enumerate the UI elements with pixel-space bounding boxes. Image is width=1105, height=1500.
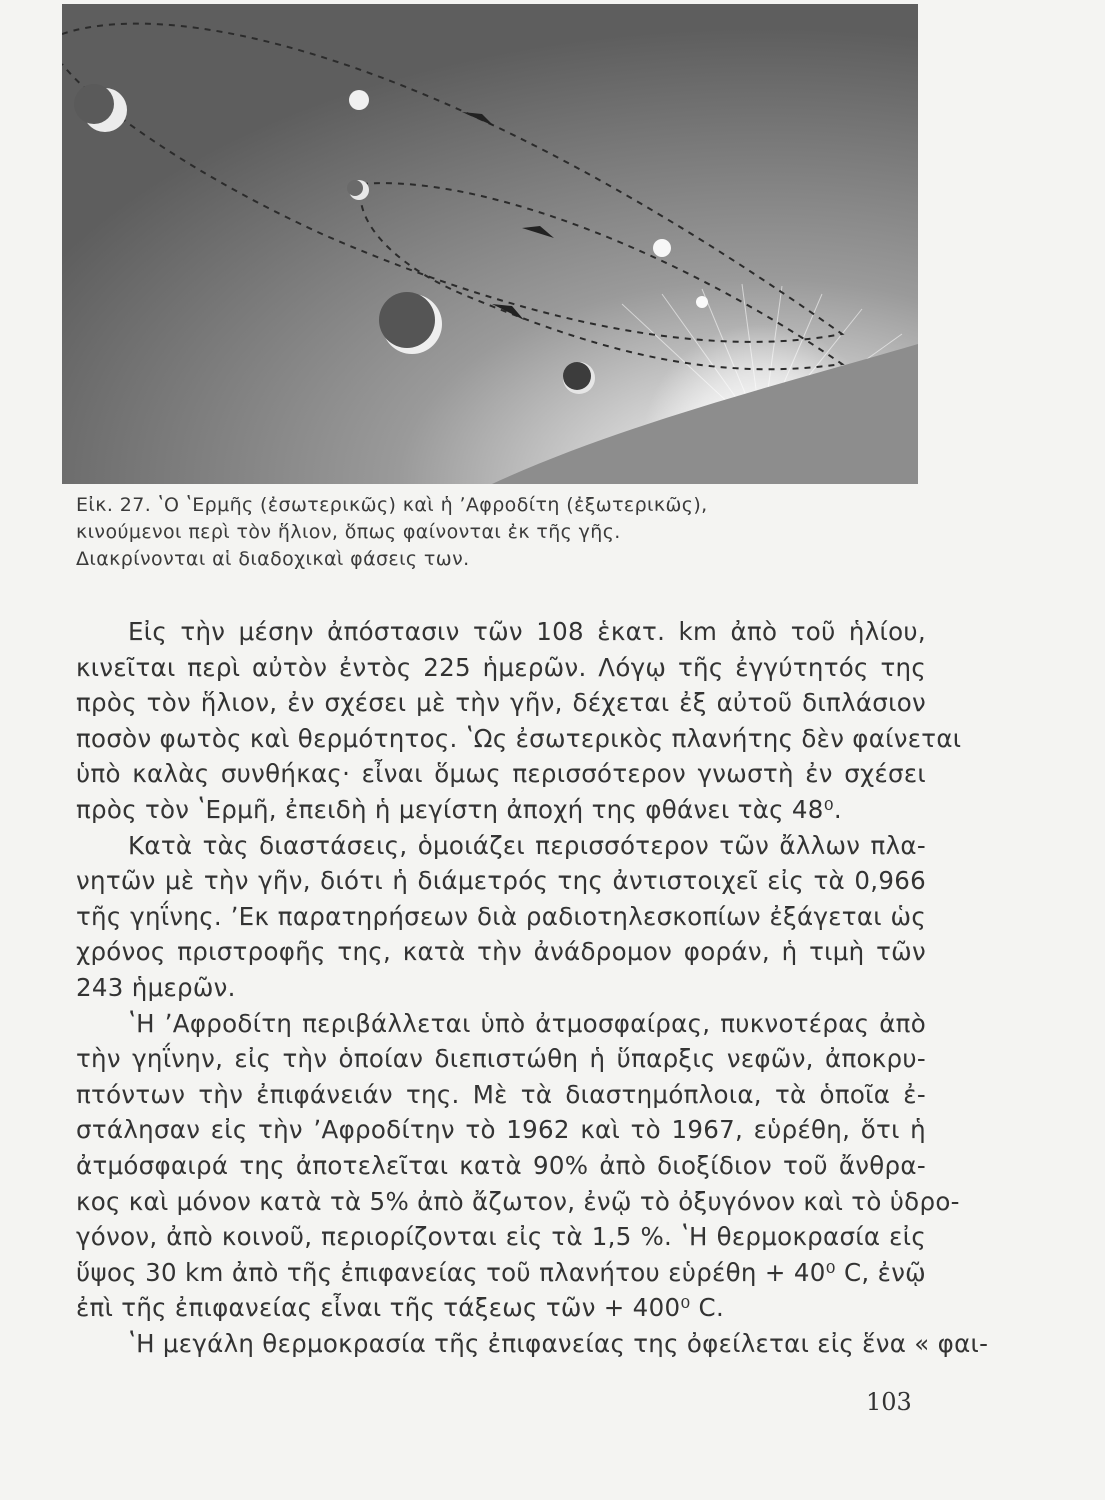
venus-phase-right [653, 239, 671, 257]
text-line: ἐπὶ τῆς ἐπιφανείας εἶναι τῆς τάξεως τῶν + 400⁰ C. [76, 1293, 725, 1323]
venus-phase-top [349, 90, 369, 110]
text-line: στάλησαν εἰς τὴν ʼΑφροδίτην τὸ 1962 καὶ τὸ 1967, εὑρέθη, ὅτι ἡ [76, 1115, 926, 1145]
text-line: τὴν γηΐνην, εἰς τὴν ὁποίαν διεπιστώθη ἡ ὕπαρξις νεφῶν, ἀποκρυ- [76, 1044, 926, 1074]
caption-line: Εἰκ. 27. ʽΟ ʽΕρμῆς (ἐσωτερικῶς) καὶ ἡ ʼΑφροδίτη (ἐξωτερικῶς), [76, 494, 708, 516]
text-line: Εἰς τὴν μέσην ἀπόστασιν τῶν 108 ἑκατ. km ἀπὸ τοῦ ἡλίου, [128, 617, 926, 646]
text-line: ἀτμόσφαιρά της ἀποτελεῖται κατὰ 90% ἀπὸ διοξίδιον τοῦ ἄνθρα- [76, 1150, 926, 1180]
text-line: πρὸς τὸν ἥλιον, ἐν σχέσει μὲ τὴν γῆν, δέχεται ἐξ αὐτοῦ διπλάσιον [76, 688, 926, 718]
text-line: κινεῖται περὶ αὐτὸν ἐντὸς 225 ἡμερῶν. Λόγῳ τῆς ἐγγύτητός της [76, 652, 926, 682]
page-number: 103 [866, 1388, 912, 1416]
text-line: χρόνος πριστροφῆς της, κατὰ τὴν ἀνάδρομον φοράν, ἡ τιμὴ τῶν [76, 937, 926, 967]
text-line: 243 ἡμερῶν. [76, 972, 236, 1002]
text-line: πτόντων τὴν ἐπιφάνειάν της. Μὲ τὰ διαστημόπλοια, τὰ ὁποῖα ἐ- [76, 1079, 926, 1109]
planet-phases-illustration [62, 4, 918, 484]
mercury-phase-right [696, 296, 708, 308]
caption-line: κινούμενοι περὶ τὸν ἥλιον, ὅπως φαίνονται ἐκ τῆς γῆς. [76, 521, 621, 543]
text-line: Κατὰ τὰς διαστάσεις, ὁμοιάζει περισσότερον τῶν ἄλλων πλα- [128, 830, 926, 860]
text-line: ποσὸν φωτὸς καὶ θερμότητος. ʽΩς ἐσωτερικὸς πλανήτης δὲν φαίνεται [76, 723, 962, 753]
text-line: πρὸς τὸν ʽΕρμῆ, ἐπειδὴ ἡ μεγίστη ἀποχή της φθάνει τὰς 48⁰. [76, 794, 842, 824]
figure-caption [76, 492, 876, 573]
text-line: ʽΗ μεγάλη θερμοκρασία τῆς ἐπιφανείας της ὀφείλεται εἰς ἕνα « φαι- [128, 1328, 989, 1358]
text-line: ὕψος 30 km ἀπὸ τῆς ἐπιφανείας τοῦ πλανήτου εὑρέθη + 40⁰ C, ἐνῷ [76, 1257, 926, 1287]
caption-line: Διακρίνονται αἱ διαδοχικαὶ φάσεις των. [76, 548, 470, 570]
text-line: ὑπὸ καλὰς συνθήκας· εἶναι ὅμως περισσότερον γνωστὴ ἐν σχέσει [76, 759, 926, 789]
text-line: ʽΗ ʼΑφροδίτη περιβάλλεται ὑπὸ ἀτμοσφαίρας, πυκνοτέρας ἀπὸ [128, 1008, 926, 1038]
text-line: γόνον, ἀπὸ κοινοῦ, περιορίζονται εἰς τὰ 1,5 %. ʽΗ θερμοκρασία εἰς [76, 1222, 926, 1252]
body-text [76, 614, 989, 1361]
text-line: τῆς γηΐνης. ʼΕκ παρατηρήσεων διὰ ραδιοτηλεσκοπίων ἐξάγεται ὡς [76, 901, 926, 931]
text-line: νητῶν μὲ τὴν γῆν, διότι ἡ διάμετρός της ἀντιστοιχεῖ εἰς τὰ 0,966 [76, 866, 926, 896]
text-line: κος καὶ μόνον κατὰ τὰ 5% ἀπὸ ἄζωτον, ἐνῷ τὸ ὀξυγόνον καὶ τὸ ὑδρο- [76, 1186, 960, 1216]
